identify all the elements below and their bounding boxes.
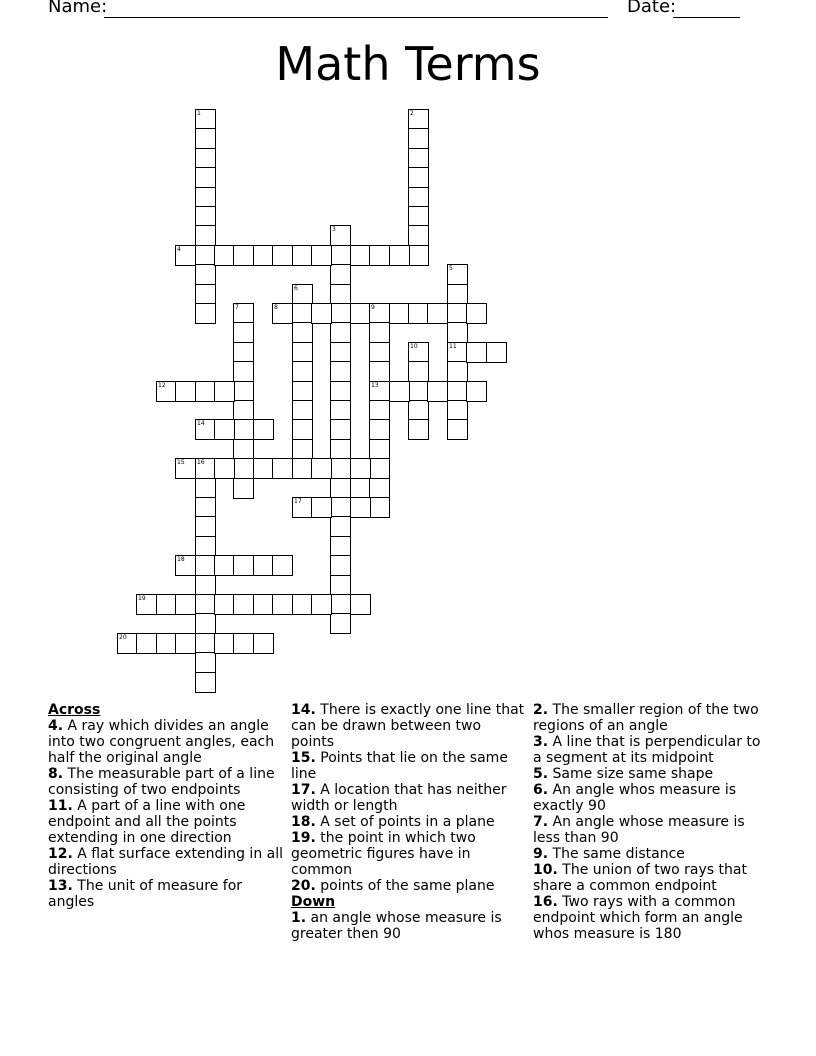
crossword-cell[interactable] (175, 458, 196, 479)
crossword-cell[interactable] (330, 419, 351, 440)
crossword-cell[interactable] (272, 594, 293, 615)
crossword-cell[interactable] (330, 361, 351, 382)
crossword-cell[interactable] (369, 419, 390, 440)
crossword-cell[interactable] (311, 497, 332, 518)
crossword-cell[interactable] (292, 458, 313, 479)
crossword-cell[interactable] (214, 555, 235, 576)
crossword-cell[interactable] (330, 342, 351, 363)
crossword-cell[interactable] (195, 225, 216, 246)
clue-down-1: 1. an angle whose measure is greater then 90 (291, 910, 502, 942)
crossword-cell[interactable] (330, 555, 351, 576)
crossword-cell[interactable] (466, 381, 487, 402)
crossword-cell[interactable] (408, 206, 429, 227)
crossword-cell[interactable] (233, 633, 254, 654)
crossword-cell[interactable] (408, 148, 429, 169)
clue-number: 15 (177, 459, 185, 466)
crossword-cell[interactable] (330, 497, 351, 518)
crossword-cell[interactable] (175, 633, 196, 654)
crossword-cell[interactable] (330, 245, 351, 266)
clue-down-10: 10. The union of two rays that share a common endpoint (533, 862, 747, 894)
clue-number: 1 (197, 110, 201, 117)
crossword-cell[interactable] (408, 381, 429, 402)
crossword-cell[interactable] (408, 342, 429, 363)
crossword-cell[interactable] (330, 536, 351, 557)
crossword-cell[interactable] (195, 381, 216, 402)
crossword-cell[interactable] (311, 245, 332, 266)
crossword-cell[interactable] (292, 322, 313, 343)
crossword-cell[interactable] (253, 633, 274, 654)
crossword-cell[interactable] (369, 245, 390, 266)
crossword-cell[interactable] (272, 555, 293, 576)
clue-list (0, 700, 816, 960)
crossword-cell[interactable] (369, 497, 390, 518)
crossword-cell[interactable] (447, 303, 468, 324)
crossword-cell[interactable] (292, 419, 313, 440)
crossword-cell[interactable] (447, 400, 468, 421)
crossword-cell[interactable] (214, 594, 235, 615)
clue-column-3 (533, 702, 769, 942)
crossword-cell[interactable] (369, 361, 390, 382)
crossword-cell[interactable] (292, 303, 313, 324)
crossword-cell[interactable] (233, 342, 254, 363)
clue-across-8: 8. The measurable part of a line consisting of two endpoints (48, 766, 275, 798)
crossword-cell[interactable] (486, 342, 507, 363)
crossword-cell[interactable] (272, 458, 293, 479)
crossword-cell[interactable] (408, 361, 429, 382)
crossword-cell[interactable] (214, 419, 235, 440)
crossword-cell[interactable] (369, 322, 390, 343)
crossword-cell[interactable] (408, 245, 429, 266)
crossword-cell[interactable] (330, 613, 351, 634)
clue-across-11: 11. A part of a line with one endpoint and all the points extending in one direction (48, 798, 246, 846)
crossword-cell[interactable] (117, 633, 138, 654)
crossword-cell[interactable] (330, 594, 351, 615)
crossword-cell[interactable] (195, 575, 216, 596)
crossword-cell[interactable] (253, 419, 274, 440)
crossword-cell[interactable] (408, 128, 429, 149)
crossword-cell[interactable] (330, 303, 351, 324)
crossword-cell[interactable] (389, 303, 410, 324)
clue-across-18: 18. A set of points in a plane (291, 814, 495, 830)
crossword-cell[interactable] (272, 303, 293, 324)
crossword-cell[interactable] (195, 555, 216, 576)
clue-number: 4 (177, 246, 181, 253)
crossword-cell[interactable] (195, 128, 216, 149)
clue-down-7: 7. An angle whose measure is less than 90 (533, 814, 745, 846)
clue-down-6: 6. An angle whos measure is exactly 90 (533, 782, 737, 814)
crossword-cell[interactable] (369, 342, 390, 363)
crossword-cell[interactable] (156, 633, 177, 654)
crossword-cell[interactable] (389, 381, 410, 402)
crossword-cell[interactable] (369, 303, 390, 324)
crossword-cell[interactable] (350, 497, 371, 518)
clue-number: 13 (371, 382, 379, 389)
crossword-cell[interactable] (214, 633, 235, 654)
crossword-cell[interactable] (311, 303, 332, 324)
crossword-cell[interactable] (292, 381, 313, 402)
clue-number: 19 (138, 595, 146, 602)
crossword-cell[interactable] (233, 245, 254, 266)
crossword-cell[interactable] (292, 400, 313, 421)
crossword-cell[interactable] (330, 516, 351, 537)
crossword-cell[interactable] (330, 478, 351, 499)
crossword-cell[interactable] (447, 322, 468, 343)
crossword-cell[interactable] (292, 361, 313, 382)
crossword-cell[interactable] (330, 439, 351, 460)
clue-across-15: 15. Points that lie on the same line (291, 750, 508, 782)
clue-across-17: 17. A location that has neither width or length (291, 782, 507, 814)
crossword-cell[interactable] (447, 361, 468, 382)
crossword-cell[interactable] (175, 555, 196, 576)
crossword-cell[interactable] (233, 458, 254, 479)
crossword-cell[interactable] (195, 264, 216, 285)
crossword-cell[interactable] (350, 245, 371, 266)
crossword-cell[interactable] (195, 633, 216, 654)
crossword-cell[interactable] (311, 458, 332, 479)
down-heading: Down (291, 894, 336, 910)
crossword-cell[interactable] (195, 613, 216, 634)
crossword-cell[interactable] (369, 478, 390, 499)
crossword-cell[interactable] (408, 400, 429, 421)
crossword-cell[interactable] (408, 109, 429, 130)
clue-number: 2 (410, 110, 414, 117)
clue-number: 3 (332, 226, 336, 233)
crossword-cell[interactable] (214, 381, 235, 402)
crossword-cell[interactable] (369, 400, 390, 421)
clue-number: 8 (274, 304, 278, 311)
crossword-cell[interactable] (195, 109, 216, 130)
crossword-cell[interactable] (195, 652, 216, 673)
crossword-cell[interactable] (233, 303, 254, 324)
crossword-cell[interactable] (195, 187, 216, 208)
crossword-cell[interactable] (330, 400, 351, 421)
clue-down-9: 9. The same distance (533, 846, 685, 862)
crossword-cell[interactable] (389, 245, 410, 266)
clue-down-3: 3. A line that is perpendicular to a segment at its midpoint (533, 734, 761, 766)
page-title: Math Terms (275, 37, 541, 91)
clue-across-12: 12. A flat surface extending in all directions (48, 846, 284, 878)
crossword-cell[interactable] (233, 322, 254, 343)
clue-number: 10 (410, 343, 418, 350)
clue-across-20: 20. points of the same plane (291, 878, 495, 894)
crossword-cell[interactable] (136, 633, 157, 654)
crossword-cell[interactable] (447, 284, 468, 305)
crossword-cell[interactable] (175, 245, 196, 266)
crossword-cell[interactable] (369, 381, 390, 402)
crossword-cell[interactable] (408, 187, 429, 208)
crossword-cell[interactable] (253, 594, 274, 615)
crossword-cell[interactable] (156, 381, 177, 402)
across-heading: Across (48, 702, 101, 718)
crossword-cell[interactable] (195, 419, 216, 440)
crossword-cell[interactable] (175, 381, 196, 402)
crossword-cell[interactable] (214, 245, 235, 266)
crossword-cell[interactable] (195, 303, 216, 324)
crossword-cell[interactable] (233, 555, 254, 576)
crossword-cell[interactable] (466, 342, 487, 363)
clue-number: 20 (119, 634, 127, 641)
crossword-cell[interactable] (195, 478, 216, 499)
crossword-cell[interactable] (447, 342, 468, 363)
crossword-cell[interactable] (292, 594, 313, 615)
crossword-cell[interactable] (447, 264, 468, 285)
crossword-cell[interactable] (292, 284, 313, 305)
clue-across-19: 19. the point in which two geometric figures have in common (291, 830, 476, 878)
crossword-cell[interactable] (292, 439, 313, 460)
crossword-cell[interactable] (408, 167, 429, 188)
clue-column-2 (291, 702, 527, 942)
clue-across-13: 13. The unit of measure for angles (48, 878, 243, 910)
crossword-cell[interactable] (350, 303, 371, 324)
crossword-cell[interactable] (330, 225, 351, 246)
crossword-cell[interactable] (427, 381, 448, 402)
crossword-cell[interactable] (195, 536, 216, 557)
crossword-cell[interactable] (233, 478, 254, 499)
clue-number: 14 (197, 420, 205, 427)
crossword-cell[interactable] (330, 575, 351, 596)
clue-number: 16 (197, 459, 205, 466)
clue-number: 11 (449, 343, 457, 350)
clue-number: 17 (294, 498, 302, 505)
crossword-cell[interactable] (330, 381, 351, 402)
clue-column-1 (48, 702, 284, 910)
crossword-cell[interactable] (292, 342, 313, 363)
crossword-cell[interactable] (233, 419, 254, 440)
crossword-cell[interactable] (195, 458, 216, 479)
crossword-cell[interactable] (369, 439, 390, 460)
name-label: Name: (48, 0, 108, 17)
crossword-cell[interactable] (292, 245, 313, 266)
crossword-cell[interactable] (195, 167, 216, 188)
crossword-cell[interactable] (253, 458, 274, 479)
crossword-cell[interactable] (330, 264, 351, 285)
crossword-cell[interactable] (195, 497, 216, 518)
clue-number: 9 (371, 304, 375, 311)
crossword-cell[interactable] (292, 497, 313, 518)
crossword-cell[interactable] (408, 303, 429, 324)
clue-number: 7 (235, 304, 239, 311)
crossword-cell[interactable] (427, 303, 448, 324)
crossword-cell[interactable] (253, 245, 274, 266)
crossword-cell[interactable] (369, 458, 390, 479)
crossword-cell[interactable] (136, 594, 157, 615)
crossword-cell[interactable] (311, 594, 332, 615)
crossword-cell[interactable] (330, 322, 351, 343)
crossword-cell[interactable] (233, 381, 254, 402)
crossword-cell[interactable] (214, 458, 235, 479)
crossword-cell[interactable] (195, 284, 216, 305)
crossword-cell[interactable] (272, 245, 293, 266)
clue-down-5: 5. Same size same shape (533, 766, 714, 782)
crossword-cell[interactable] (253, 555, 274, 576)
crossword-cell[interactable] (350, 594, 371, 615)
crossword-cell[interactable] (233, 361, 254, 382)
crossword-cell[interactable] (233, 594, 254, 615)
clue-number: 5 (449, 265, 453, 272)
crossword-cell[interactable] (195, 245, 216, 266)
clue-number: 12 (158, 382, 166, 389)
crossword-cell[interactable] (330, 284, 351, 305)
crossword-cell[interactable] (350, 458, 371, 479)
crossword-cell[interactable] (233, 400, 254, 421)
clue-across-14: 14. There is exactly one line that can be drawn between two points (291, 702, 525, 750)
crossword-cell[interactable] (330, 458, 351, 479)
clue-number: 18 (177, 556, 185, 563)
crossword-cell[interactable] (175, 594, 196, 615)
crossword-cell[interactable] (195, 206, 216, 227)
crossword-cell[interactable] (156, 594, 177, 615)
date-label: Date: (627, 0, 677, 17)
clue-down-2: 2. The smaller region of the two regions of an angle (533, 702, 759, 734)
crossword-cell[interactable] (408, 225, 429, 246)
crossword-cell[interactable] (195, 594, 216, 615)
crossword-cell[interactable] (408, 419, 429, 440)
crossword-cell[interactable] (195, 516, 216, 537)
crossword-cell[interactable] (447, 381, 468, 402)
crossword-cell[interactable] (466, 303, 487, 324)
crossword-cell[interactable] (233, 439, 254, 460)
crossword-cell[interactable] (195, 148, 216, 169)
crossword-cell[interactable] (195, 672, 216, 693)
crossword-cell[interactable] (447, 419, 468, 440)
clue-number: 6 (294, 285, 298, 292)
clue-down-16: 16. Two rays with a common endpoint which form an angle whos measure is 180 (533, 894, 743, 942)
clue-across-4: 4. A ray which divides an angle into two congruent angles, each half the original angle (48, 718, 275, 766)
